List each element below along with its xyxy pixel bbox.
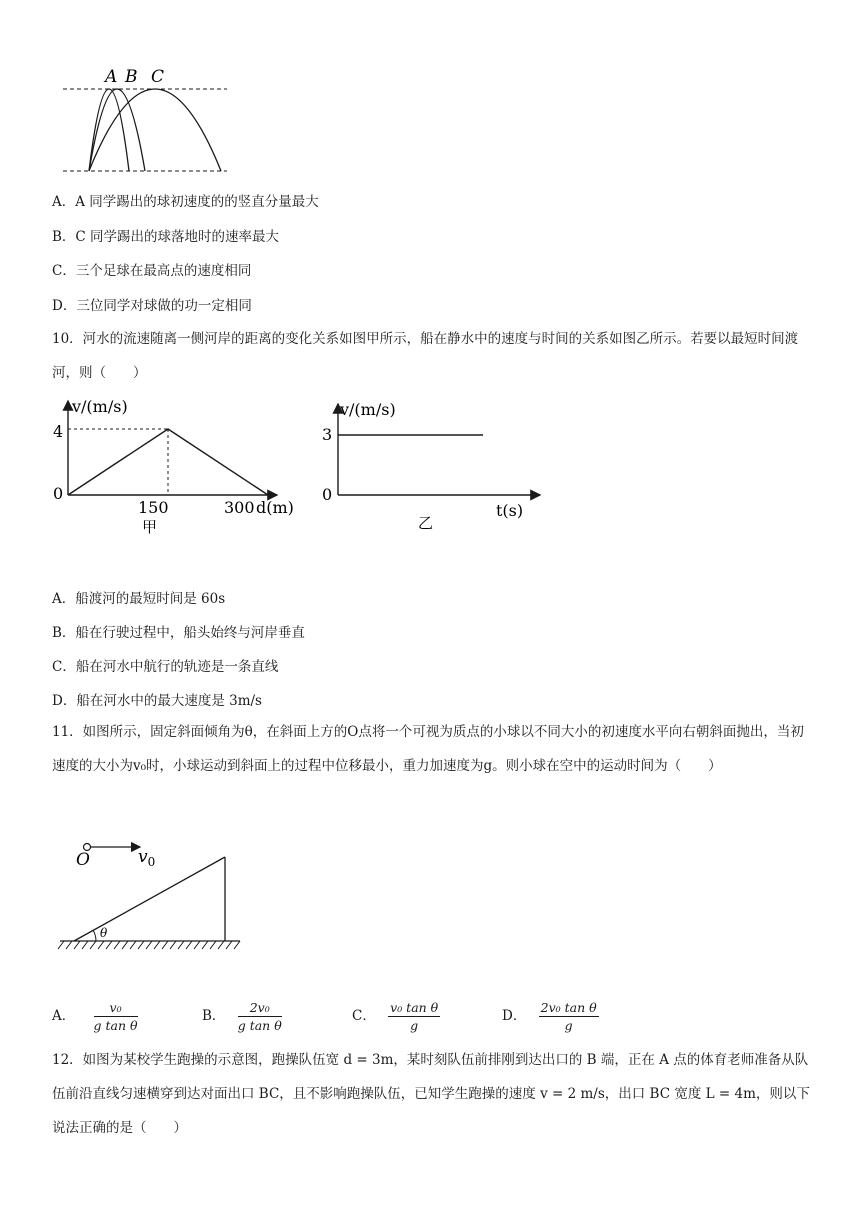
fraction-denominator: g [410,1018,419,1033]
fraction-denominator: g [564,1018,573,1033]
incline-hypotenuse [74,857,225,941]
yi-caption: 乙 [418,514,434,532]
q11-stem: 11．如图所示，固定斜面倾角为θ，在斜面上方的O点将一个可视为质点的小球以不同大小的初速度水平向右朝斜面抛出，当初速度的大小为v₀时，小球运动到斜面上的过程中位移最小，重力加速度为g。则小球在空中的运动时间为（ ） [52,724,804,774]
yi-x-label: t(s) [496,501,524,520]
fraction-denominator: g tan θ [237,1018,282,1033]
velocity-label: $v_0$ [138,847,156,869]
q10-option-b: B．船在行驶过程中，船头始终与河岸垂直 [52,625,305,641]
q9-option-c: C．三个足球在最高点的速度相同 [52,263,252,279]
jia-x-label: d(m) [256,498,294,517]
q10-option-a: A．船渡河的最短时间是 60s [52,591,226,607]
yi-y-tick-0: 0 [322,485,333,504]
yi-y-tick-3: 3 [322,425,333,444]
jia-x-tick-150: 150 [138,498,169,517]
q9-option-d: D．三位同学对球做的功一定相同 [52,298,252,314]
label-a: A [105,67,118,87]
option-letter: B． [202,1008,226,1024]
option-fraction [388,1000,440,1033]
q12-stem: 12．如图为某校学生跑操的示意图，跑操队伍宽 d = 3m，某时刻队伍前排刚到达出口的 B 端，正在 A 点的体育老师准备从队伍前沿直线匀速横穿到达对面出口 BC，且不影响跑操队伍，已知学生跑操的速度 v = 2 m/s，出口 BC 宽度 L = 4m，则以下说法正确的是（ ） [52,1052,810,1136]
fraction-numerator: v₀ tan θ [390,1000,439,1015]
fraction-numerator: v₀ [94,1000,138,1017]
yi-y-label: v/(m/s) [340,400,396,419]
q10-option-d: D．船在河水中的最大速度是 3m/s [52,693,262,709]
fraction-numerator: 2v₀ [238,1000,282,1017]
q10-chart-yi [318,400,548,540]
option-fraction [238,1000,282,1033]
jia-y-tick-4: 4 [53,422,64,441]
label-b: B [125,67,138,87]
option-letter: D． [502,1008,527,1024]
q11-option-b [202,1000,282,1033]
angle-arc [93,930,96,941]
angle-label: θ [100,926,108,940]
point-o-label: O [76,850,90,870]
jia-x-tick-300: 300 [224,498,255,517]
fraction-numerator: 2v₀ tan θ [540,1000,597,1015]
label-c: C [151,67,165,87]
q9-trajectory-figure [55,60,235,180]
q11-option-d [502,1000,599,1033]
fraction-denominator: g tan θ [93,1018,138,1033]
jia-caption: 甲 [142,518,158,536]
q9-option-b: B．C 同学踢出的球落地时的速率最大 [52,229,280,245]
q10-option-c: C．船在河水中航行的轨迹是一条直线 [52,659,279,675]
ground-hatch [58,941,240,949]
q10-chart-jia [50,395,310,540]
option-letter: C． [352,1008,376,1024]
q9-option-a: A．A 同学踢出的球初速度的的竖直分量最大 [52,194,319,210]
trajectory-c [89,89,221,171]
option-fraction [539,1000,599,1033]
jia-y-label: v/(m/s) [72,397,128,416]
q11-incline-figure [52,838,252,958]
option-letter: A． [52,1008,76,1024]
q10-stem: 10．河水的流速随离一侧河岸的距离的变化关系如图甲所示，船在静水中的速度与时间的关系如图乙所示。若要以最短时间渡河，则（ ） [52,331,799,381]
q11-option-c [352,1000,440,1033]
option-fraction [94,1000,138,1033]
jia-x-tick-0: 0 [53,484,64,503]
q11-option-a [52,1000,138,1033]
